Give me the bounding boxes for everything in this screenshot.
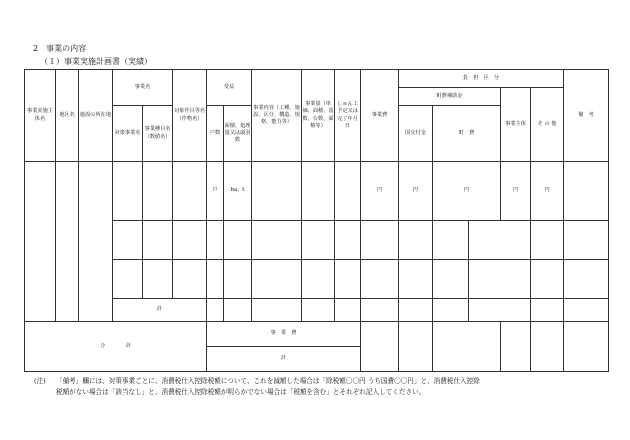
cell [399,260,433,299]
total-label: 計 [207,347,361,372]
cell-facility [79,162,113,322]
cell [564,260,609,299]
grand-total-label: 合 計 [25,322,207,372]
header-schedule: しゅん工予定又は完了年月日 [335,70,361,162]
header-other: そ の 他 [531,88,564,162]
cell [113,221,143,260]
header-crop: 対象作目等名（作物名） [173,70,207,162]
header-project-name: 事業名 [113,70,173,106]
footnote [34,376,604,397]
header-remarks: 備 考 [564,70,609,162]
cell [564,221,609,260]
unit-yen: 円 [361,162,399,221]
cell [252,162,302,221]
cell [302,299,335,322]
section-title: 2 事業の内容 [33,44,87,53]
cell [361,299,399,322]
unit-yen: 円 [399,162,433,221]
header-content: 事業内容（工種、施設、区分、構造、規格、能力等） [252,70,302,162]
cell [531,260,564,299]
header-area: 面積、処理量又は頭羽数 [224,106,252,162]
cell [531,221,564,260]
cell [335,221,361,260]
header-burden: 負 担 区 分 [399,70,564,88]
unit-yen: 円 [531,162,564,221]
unit-households: 戸 [207,162,224,221]
cell [143,260,173,299]
cell [469,260,531,299]
cell [469,221,531,260]
cell [252,299,302,322]
header-district: 地区名 [56,70,79,162]
cell [335,162,361,221]
cell [399,322,433,372]
cell [501,322,531,372]
header-project-sub2: 事業種目名（数値名） [143,106,173,162]
header-facility: 施設の所在地 [79,70,113,162]
cell [113,162,143,221]
header-entity-burden: 事業主体 [501,88,531,162]
unit-yen: 円 [433,162,501,221]
cell [207,299,224,322]
cell [207,221,224,260]
cell [433,299,469,322]
cell [113,260,143,299]
cell [224,299,252,322]
cell [361,322,399,372]
cell [399,299,433,322]
header-cost: 事業費 [361,70,399,162]
header-town: 町 費 [433,106,501,162]
cell [531,322,564,372]
header-national: 国交付金 [399,106,433,162]
project-plan-table [24,69,609,372]
subsection-title: （１）事業実施計画書（実績） [40,57,152,66]
cell [433,260,469,299]
cell [173,260,207,299]
cell [302,221,335,260]
cell [564,322,609,372]
cell [302,260,335,299]
header-entity: 事業実施主体名 [25,70,56,162]
header-benefit: 受益 [207,70,252,106]
cell [531,299,564,322]
cell [361,221,399,260]
cell [143,162,173,221]
cell [173,221,207,260]
cell [224,221,252,260]
cell [469,299,531,322]
cell [399,221,433,260]
header-quantity: 事業量（単価、面積、基数、台数、面積等） [302,70,335,162]
footnote-line: 税額がない場合は「該当なし」と、消費税仕入控除税額が明らかでない場合は「税額を含む」とそれぞれ記入してください。 [56,387,426,396]
footnote-label: (注) [34,377,46,385]
header-households: 戸数 [207,106,224,162]
cell-district [56,162,79,322]
cell [564,299,609,322]
unit-area: ha、t [224,162,252,221]
cell [252,221,302,260]
cell [207,260,224,299]
cell [335,299,361,322]
unit-yen: 円 [501,162,531,221]
footnote-line: 「備考」欄には、対策事業ごとに、消費税仕入控除税額について、これを減額した場合は「除税額〇〇円 うち国費〇〇円」と、消費税仕入控除 [56,377,480,385]
cell-entity [25,162,56,322]
header-project-sub1: 対策事業名 [113,106,143,162]
cell [335,260,361,299]
cell [143,221,173,260]
header-town-subsidy: 町費補助金 [399,88,501,106]
subtotal-label: 計 [113,299,207,322]
cell [173,162,207,221]
cell [564,162,609,221]
cell [224,260,252,299]
cell [302,162,335,221]
cell [433,221,469,260]
cell [433,322,501,372]
cell [361,260,399,299]
project-cost-label: 事 業 費 [207,322,361,347]
cell [252,260,302,299]
